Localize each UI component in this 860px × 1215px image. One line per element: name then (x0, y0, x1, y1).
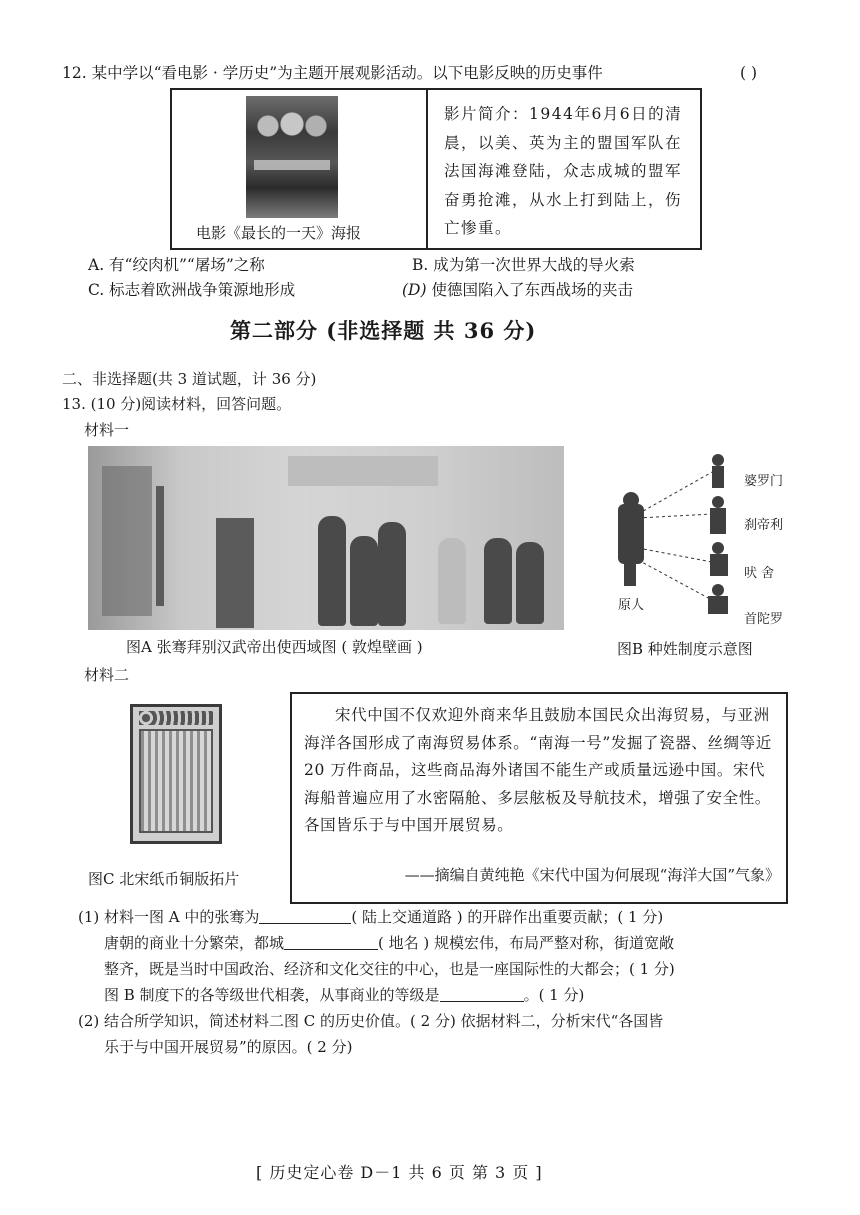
caste-brahmin: 婆罗门 (744, 474, 784, 489)
part-2-title: 第二部分 (非选择题 共 36 分) (230, 318, 537, 343)
poster-caption: 电影《最长的一天》海报 (196, 224, 362, 242)
figure-a-caption: 图A 张骞拜别汉武帝出使西域图 ( 敦煌壁画 ) (126, 638, 423, 656)
subq1-text-c: 唐朝的商业十分繁荣，都城 (104, 934, 285, 952)
material-2-source: ——摘编自黄纯艳《宋代中国为何展现“海洋大国”气象》 (404, 866, 780, 884)
answer-blank-3[interactable] (440, 985, 524, 1002)
option-a: A. 有“绞肉机”“屠场”之称 (88, 256, 265, 274)
material-2-label: 材料二 (84, 666, 130, 684)
caste-vaishya: 吠 舍 (744, 566, 775, 581)
subquestion-1-line-4 (104, 984, 584, 1006)
option-d-handwritten-mark: (D) (402, 281, 427, 299)
answer-blank-2[interactable] (284, 933, 378, 950)
figure-c-caption: 图C 北宋纸币铜版拓片 (88, 870, 240, 888)
subquestion-1-line-2 (104, 932, 674, 954)
option-b: B. 成为第一次世界大战的导火索 (412, 256, 635, 274)
section-2-header: 二、非选择题(共 3 道试题，计 36 分) (62, 370, 317, 388)
subq1-text-b: ( 陆上交通道路 ) 的开辟作出重要贡献；( 1 分) (351, 908, 664, 926)
subq1-text-d: ( 地名 ) 规模宏伟，布局严整对称，街道宽敞 (378, 934, 675, 952)
page-footer: [ 历史定心卷 D－1 共 6 页 第 3 页 ] (256, 1163, 543, 1182)
material-2-text: 宋代中国不仅欢迎外商来华且鼓励本国民众出海贸易，与亚洲海洋各国形成了南海贸易体系。“南海一号”发掘了瓷器、丝绸等近 20 万件商品，这些商品海外诸国不能生产或质量远逊中国。宋代海船普遍应用了水密隔舱、多层舷板及导航技术，增强了安全性。各国皆乐于与中国开展贸易。 (304, 706, 772, 834)
material-1-label: 材料一 (84, 421, 130, 439)
option-d-text: 使德国陷入了东西战场的夹击 (431, 281, 633, 299)
zhang-qian-mural-image (88, 446, 564, 630)
question-12-text: 12. 某中学以“看电影 · 学历史”为主题开展观影活动。以下电影反映的历史事件 (62, 64, 603, 82)
caste-kshatriya: 刹帝利 (744, 518, 784, 533)
subquestion-2-line-1: (2) 结合所学知识，简述材料二图 C 的历史价值。( 2 分) 依据材料二，分析宋代“各国皆 (78, 1012, 664, 1030)
question-12-stem (62, 62, 758, 84)
movie-poster-image (246, 96, 338, 218)
question-13-stem: 13. (10 分)阅读材料，回答问题。 (62, 395, 292, 413)
caste-system-diagram (608, 444, 808, 634)
option-d (402, 279, 633, 301)
material-2-box (290, 692, 788, 904)
option-c: C. 标志着欧洲战争策源地形成 (88, 281, 296, 299)
subquestion-1-line-3: 整齐，既是当时中国政治、经济和文化交往的中心，也是一座国际性的大都会；( 1 分) (104, 960, 675, 978)
song-banknote-image (130, 704, 222, 844)
subq1-text-f: 图 B 制度下的各等级世代相袭，从事商业的等级是 (104, 986, 440, 1004)
film-intro-text: 影片简介：1944年6月6日的清晨，以美、英为主的盟国军队在法国海滩登陆，众志成城的盟军奋勇抢滩，从水上打到陆上，伤亡惨重。 (444, 105, 683, 237)
origin-label: 原人 (618, 598, 645, 613)
caste-shudra: 首陀罗 (744, 612, 784, 627)
film-info-box (170, 88, 702, 250)
answer-paren: ( ) (740, 64, 758, 82)
subquestion-1-line-1 (78, 906, 663, 928)
answer-blank-1[interactable] (259, 907, 351, 924)
figure-b-caption: 图B 种姓制度示意图 (617, 640, 753, 658)
subq1-text-a: (1) 材料一图 A 中的张骞为 (78, 908, 260, 926)
subquestion-2-line-2: 乐于与中国开展贸易”的原因。( 2 分) (104, 1038, 353, 1056)
subq1-text-g: 。( 1 分) (523, 986, 585, 1004)
